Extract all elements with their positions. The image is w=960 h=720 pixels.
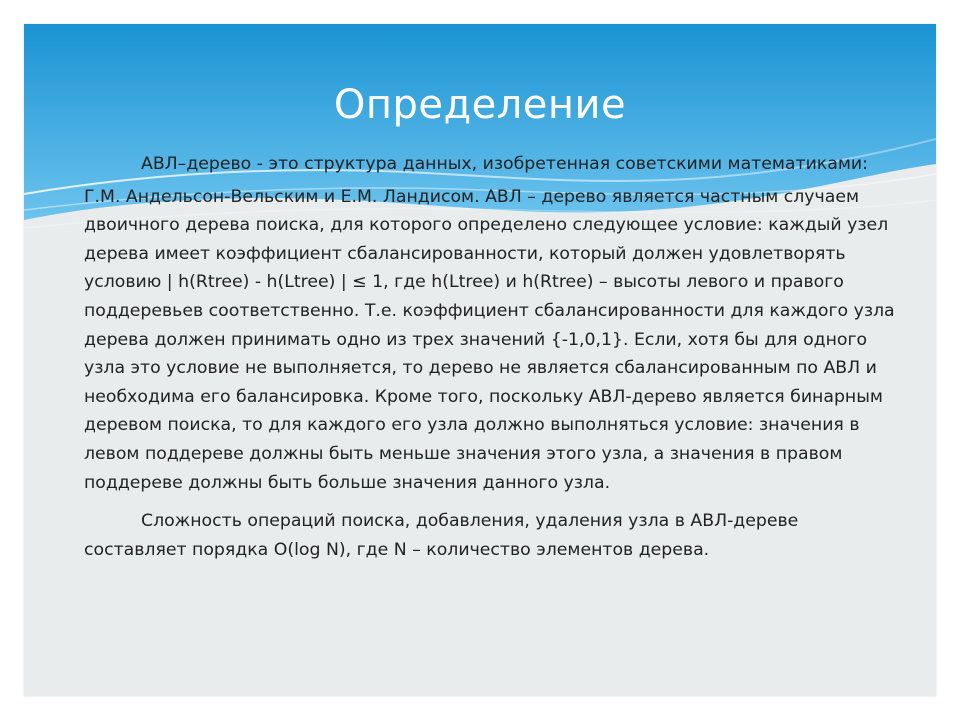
body-paragraph-definition: Г.М. Андельсон-Вельским и Е.М. Ландисом. АВЛ – дерево является частным случаем двоичного дерева поиска, для которого определено следующее условие: каждый узел дерева имеет коэффициент сбалансированности, который должен удовлетворять условию | h(Rtree) - h(Ltree) | ≤ 1, где h(Ltree) и h(Rtree) – высоты левого и правого поддеревьев соответственно. Т.е. коэффициент сбалансированности для каждого узла дерева должен принимать одно из трех значений {-1,0,1}. Если, хотя бы для одного узла это условие не выполняется, то дерево не является сбалансированным по АВЛ и необходима его балансировка. Кроме того, поскольку АВЛ-дерево является бинарным деревом поиска, то для каждого его узла должно выполняться условие: значения в левом поддереве должны быть меньше значения этого узла, а значения в правом поддереве должны быть больше значения данного узла.: [84, 186, 895, 493]
slide: [24, 24, 936, 696]
body-paragraph-intro: АВЛ–дерево - это структура данных, изобретенная советскими математиками:: [141, 154, 868, 174]
slide-body: [84, 150, 904, 568]
slide-title: Определение: [333, 82, 627, 128]
body-paragraph-complexity: Сложность операций поиска, добавления, удаления узла в АВЛ-дереве составляет порядка O(log N), где N – количество элементов дерева.: [84, 511, 799, 560]
